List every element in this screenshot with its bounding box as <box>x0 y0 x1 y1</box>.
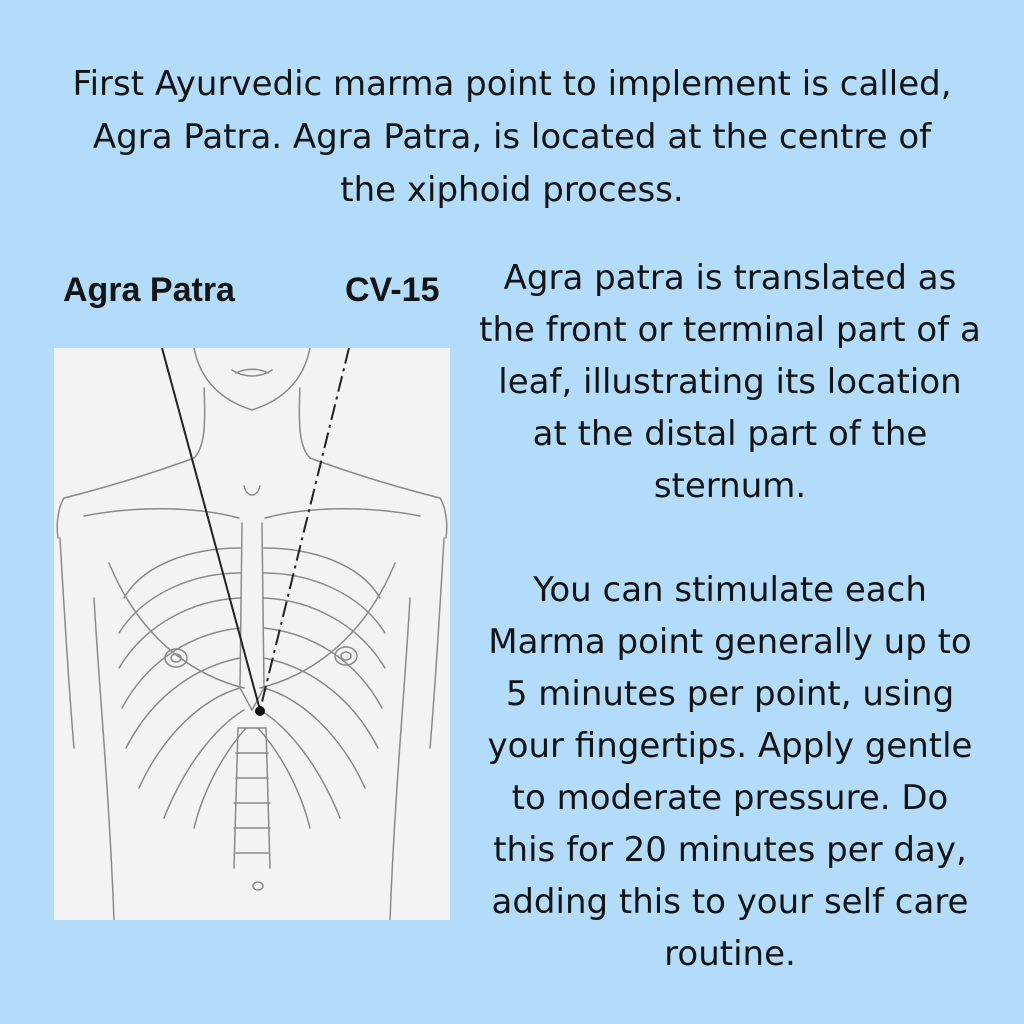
point-name-label: Agra Patra <box>63 271 235 309</box>
torso-icon <box>54 348 450 920</box>
intro-text: First Ayurvedic marma point to implement is called, Agra Patra. Agra Patra, is located at the centre of the xiphoid process. <box>72 64 952 210</box>
instructions-text: You can stimulate each Marma point generally up to 5 minutes per point, using your fingertips. Apply gentle to moderate pressure. Do this for 20 minutes per day, adding this to your self care routine. <box>487 570 973 974</box>
description-text: Agra patra is translated as the front or terminal part of a leaf, illustrating its location at the distal part of the sternum. <box>479 258 981 506</box>
side-text <box>478 252 982 980</box>
torso-illustration <box>54 348 450 920</box>
point-code-label: CV-15 <box>345 271 440 309</box>
